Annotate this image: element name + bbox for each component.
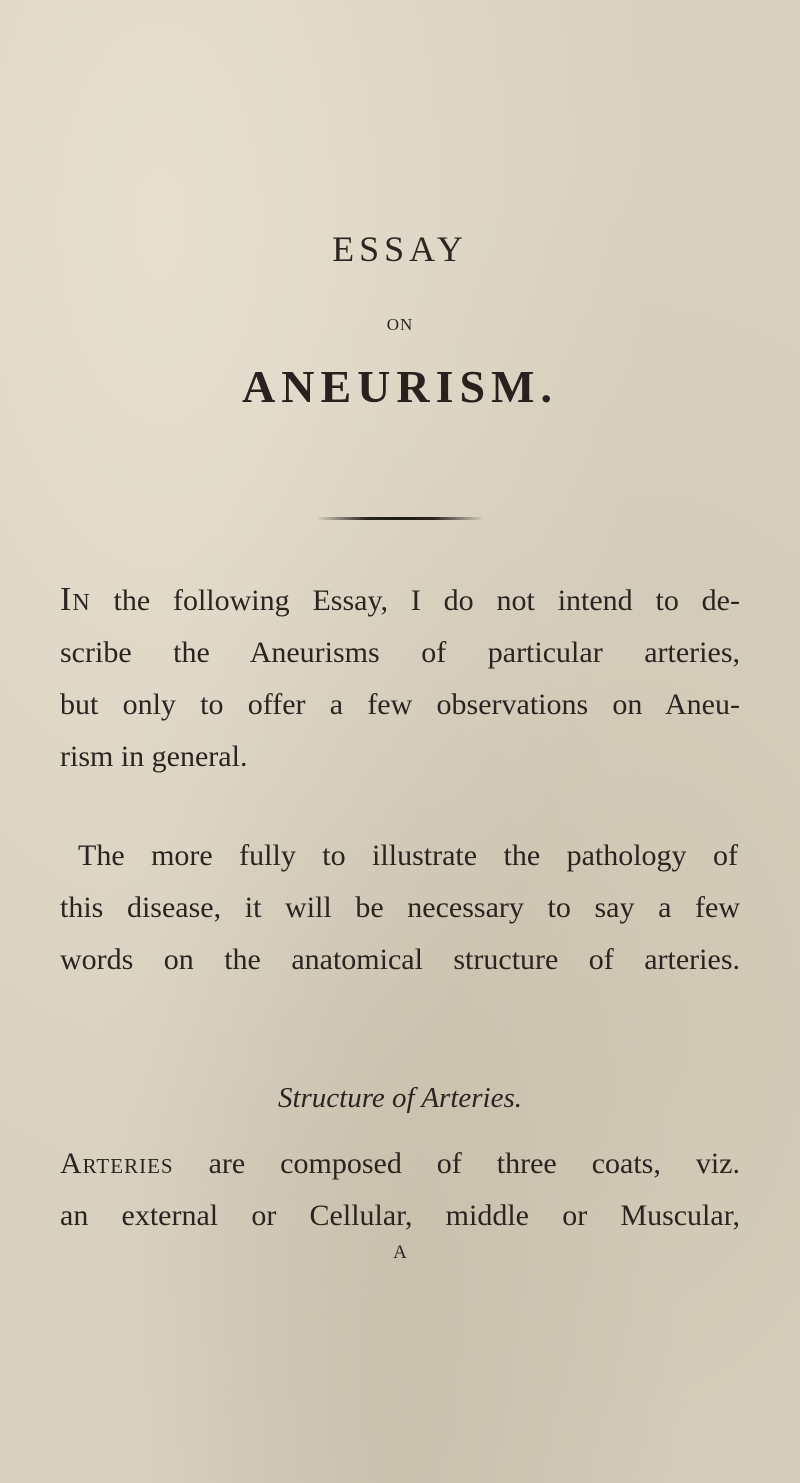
ornamental-rule <box>316 517 484 520</box>
essay-title: ESSAY <box>332 229 468 269</box>
signature-mark: A <box>393 1242 407 1263</box>
section-heading: Structure of Arteries. <box>277 1082 523 1114</box>
paragraph-intro <box>60 574 740 783</box>
paragraph-intro-line-4: rism in general. <box>60 740 248 773</box>
paragraph-pathology-cont <box>60 882 740 986</box>
essay-subject: ANEURISM. <box>242 361 558 412</box>
paragraph-pathology-line-2: this disease, it will be necessary to say a few <box>60 891 740 924</box>
paragraph-arteries-line-2: an external or Cellular, middle or Muscular, <box>60 1199 740 1232</box>
paragraph-intro-line-2: scribe the Aneurisms of particular arteries, <box>60 636 740 669</box>
paragraph-arteries <box>60 1138 740 1242</box>
paragraph-pathology-line-3: words on the anatomical structure of arteries. <box>60 943 740 976</box>
paragraph-intro-line-3: but only to offer a few observations on Aneu- <box>60 688 740 721</box>
paragraph-arteries-lead: Arteries <box>60 1147 174 1180</box>
paragraph-pathology <box>78 830 738 882</box>
paragraph-pathology-line-1: The more fully to illustrate the pathology of <box>78 839 738 872</box>
paragraph-intro-line-1: In the following Essay, I do not intend to de- <box>60 581 740 618</box>
paragraph-arteries-line-1: Arteries are composed of three coats, viz. <box>60 1147 740 1180</box>
title-connector: ON <box>386 315 414 334</box>
paragraph-intro-lead: In <box>60 581 91 618</box>
